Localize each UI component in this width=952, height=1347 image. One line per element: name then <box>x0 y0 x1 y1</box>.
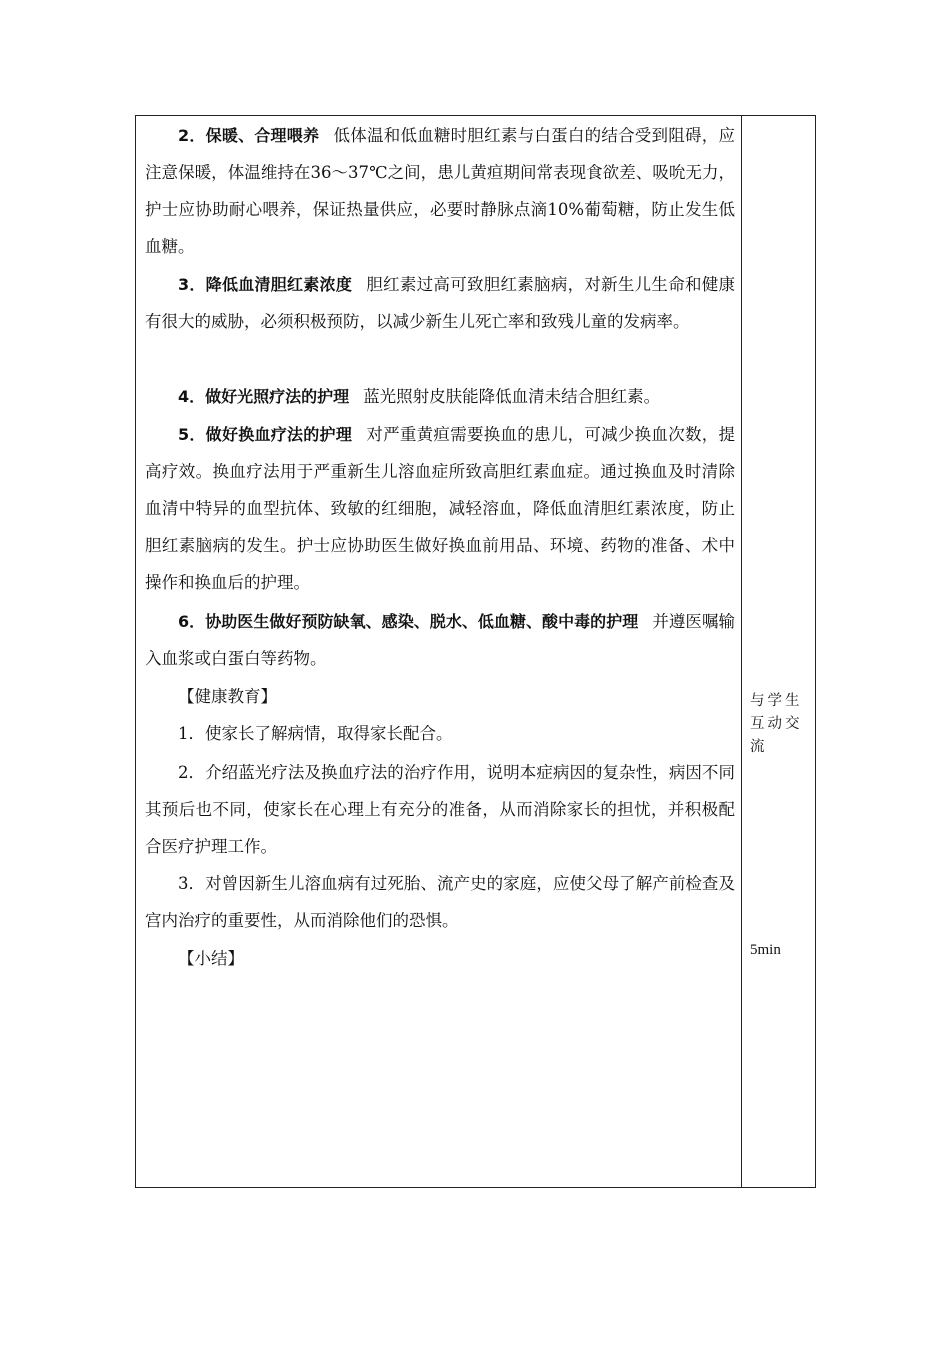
item-2-text: 低体温和低血糖时胆红素与白蛋白的结合受到阻碍，应注意保暖，体温维持在36～37℃之间，患儿黄疸期间常表现食欲差、吸吮无力，护士应协助耐心喂养，保证热量供应，必要时静脉点滴10%葡萄糖，防止发生低血糖。 <box>145 126 735 256</box>
item-6-text: 并遵医嘱输入血浆或白蛋白等药物。 <box>145 612 735 668</box>
interaction-note: 与学生互动交流 <box>750 693 803 755</box>
health-education-point-1: 1．使家长了解病情，取得家长配合。 <box>178 724 453 743</box>
item-4-paragraph <box>145 378 735 415</box>
item-3-paragraph <box>145 266 735 340</box>
item-3-heading: 3．降低血清胆红素浓度 <box>178 275 353 294</box>
summary-heading: 【小结】 <box>178 949 244 968</box>
item-6-paragraph <box>145 603 735 677</box>
item-6-heading: 6．协助医生做好预防缺氧、感染、脱水、低血糖、酸中毒的护理 <box>178 612 639 631</box>
item-2-heading: 2．保暖、合理喂养 <box>178 126 320 145</box>
item-3-text: 胆红素过高可致胆红素脑病，对新生儿生命和健康有很大的威胁，必须积极预防，以减少新生儿死亡率和致残儿童的发病率。 <box>145 275 736 331</box>
content-column <box>136 116 742 1187</box>
health-education-point-3: 3．对曾因新生儿溶血病有过死胎、流产史的家庭，应使父母了解产前检查及宫内治疗的重要性，从而消除他们的恐惧。 <box>145 874 735 930</box>
health-education-heading: 【健康教育】 <box>178 687 277 706</box>
notes-column <box>742 116 815 1187</box>
item-5-paragraph <box>145 416 735 601</box>
item-2-paragraph <box>145 117 735 265</box>
health-education-point-2: 2．介绍蓝光疗法及换血疗法的治疗作用，说明本症病因的复杂性，病因不同其预后也不同，使家长在心理上有充分的准备，从而消除家长的担忧，并积极配合医疗护理工作。 <box>145 763 735 856</box>
item-5-text: 对严重黄疸需要换血的患儿，可减少换血次数，提高疗效。换血疗法用于严重新生儿溶血症所致高胆红素血症。通过换血及时清除血清中特异的血型抗体、致敏的红细胞，减轻溶血，降低血清胆红素浓度，防止胆红素脑病的发生。护士应协助医生做好换血前用品、环境、药物的准备、术中操作和换血后的护理。 <box>145 425 736 592</box>
lesson-plan-table <box>135 115 816 1188</box>
time-note: 5min <box>750 942 781 958</box>
item-5-heading: 5．做好换血疗法的护理 <box>178 425 353 444</box>
item-4-heading: 4．做好光照疗法的护理 <box>178 387 350 406</box>
item-4-text: 蓝光照射皮肤能降低血清未结合胆红素。 <box>363 387 661 406</box>
